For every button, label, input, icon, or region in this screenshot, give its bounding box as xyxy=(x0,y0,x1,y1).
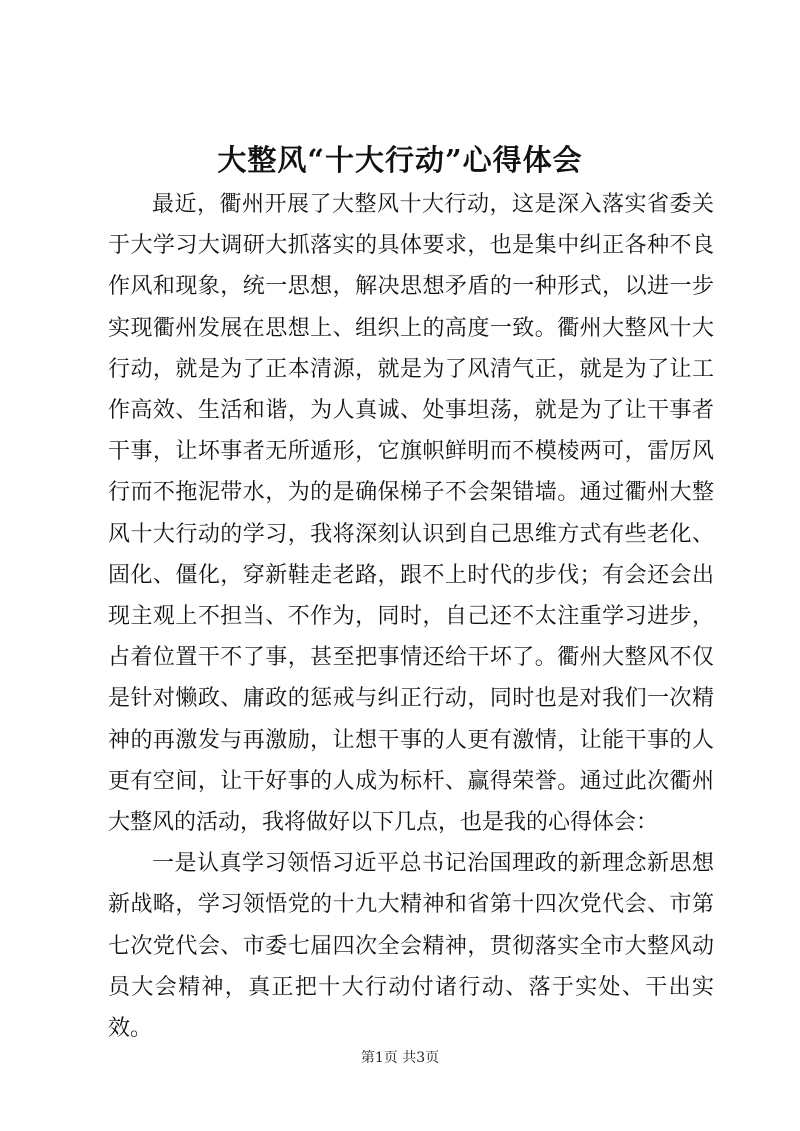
document-title: 大整风“十大行动”心得体会 xyxy=(217,143,583,177)
paragraph-intro: 最近，衢州开展了大整风十大行动，这是深入落实省委关于大学习大调研大抓落实的具体要求，也是集中纠正各种不良作风和现象，统一思想，解决思想矛盾的一种形式，以进一步实现衢州发展在思想上、组织上的高度一致。衢州大整风十大行动，就是为了正本清源，就是为了风清气正，就是为了让工作高效、生活和谐，为人真诚、处事坦荡，就是为了让干事者干事，让坏事者无所遁形，它旗帜鲜明而不模棱两可，雷厉风行而不拖泥带水，为的是确保梯子不会架错墙。通过衢州大整风十大行动的学习，我将深刻认识到自己思维方式有些老化、固化、僵化，穿新鞋走老路，跟不上时代的步伐；有会还会出现主观上不担当、不作为，同时，自己还不太注重学习进步，占着位置干不了事，甚至把事情还给干坏了。衢州大整风不仅是针对懒政、庸政的惩戒与纠正行动，同时也是对我们一次精神的再激发与再激励，让想干事的人更有激情，让能干事的人更有空间，让干好事的人成为标杆、赢得荣誉。通过此次衢州大整风的活动，我将做好以下几点，也是我的心得体会： xyxy=(108,192,714,836)
paragraph-point-one: 一是认真学习领悟习近平总书记治国理政的新理念新思想新战略，学习领悟党的十九大精神和省第十四次党代会、市第七次党代会、市委七届四次全会精神，贯彻落实全市大整风动员大会精神，真正把十大行动付诸行动、落于实处、干出实效。 xyxy=(108,851,714,1042)
page-footer: 第1页 共3页 xyxy=(360,1050,440,1066)
document-body xyxy=(108,184,714,1049)
